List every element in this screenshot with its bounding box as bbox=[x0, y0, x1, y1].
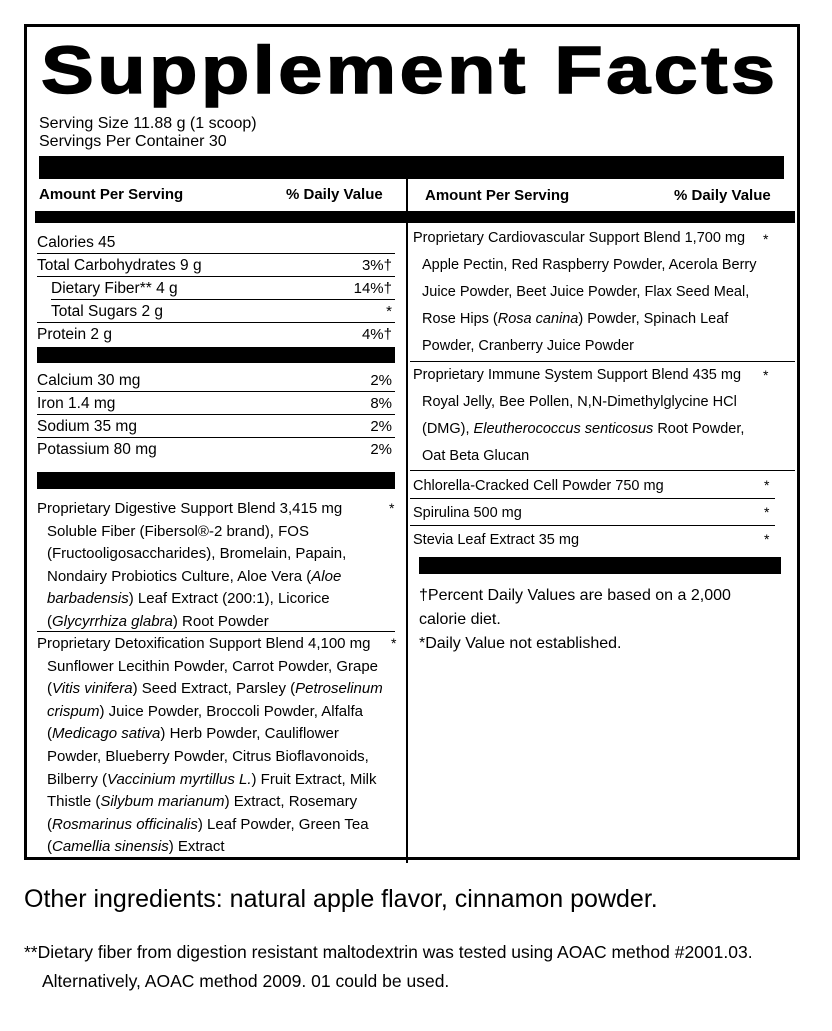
header-divider bbox=[35, 211, 795, 223]
dv-not-established-footnote: *Daily Value not established. bbox=[419, 635, 622, 652]
supplement-facts-panel bbox=[24, 24, 800, 860]
thick-divider bbox=[39, 156, 784, 179]
right-dv-header: % Daily Value bbox=[674, 187, 771, 204]
digestive-blend: Proprietary Digestive Support Blend 3,415 mg Soluble Fiber (Fibersol®-2 brand), FOS (Fructooligosaccharides), Bromelain, Papain, Nondairy Probiotics Culture, Aloe Vera (Aloe barbadensis) Leaf Extract (200:1), Licorice (Glycyrrhiza glabra) Root Powder bbox=[37, 498, 399, 634]
left-dv-header: % Daily Value bbox=[286, 186, 383, 203]
immune-blend-name: Proprietary Immune System Support Blend 435 mg bbox=[413, 367, 742, 383]
servings-per-container: Servings Per Container 30 bbox=[39, 133, 227, 150]
single-row-stevia: Stevia Leaf Extract 35 mg bbox=[413, 532, 580, 548]
row-line bbox=[410, 525, 775, 526]
mineral-dv-iron: 8% bbox=[370, 395, 392, 412]
row-line bbox=[37, 437, 395, 438]
single-dv-spirulina: * bbox=[764, 504, 770, 520]
aoac-footnote: **Dietary fiber from digestion resistant maltodextrin was tested using AOAC method #2001.03. Alternatively, AOAC method 2009. 01 could be used. bbox=[24, 942, 753, 991]
single-dv-chlorella: * bbox=[764, 477, 770, 493]
nutrient-row-calories: Calories 45 bbox=[37, 234, 116, 251]
left-amount-header: Amount Per Serving bbox=[39, 186, 184, 203]
thick-divider bbox=[37, 347, 395, 363]
cardio-blend-dv: * bbox=[763, 231, 769, 247]
thick-divider bbox=[419, 557, 781, 574]
single-row-spirulina: Spirulina 500 mg bbox=[413, 505, 522, 521]
row-line bbox=[37, 253, 395, 254]
panel-title: Supplement Facts bbox=[41, 33, 779, 108]
nutrient-dv-carbs: 3%† bbox=[361, 257, 392, 274]
row-line bbox=[37, 631, 395, 632]
immune-blend-dv: * bbox=[763, 367, 769, 383]
nutrient-dv-fiber: 14%† bbox=[353, 280, 392, 297]
other-ingredients: Other ingredients: natural apple flavor, cinnamon powder. bbox=[24, 885, 658, 913]
cardio-blend: Proprietary Cardiovascular Support Blend 1,700 mg Apple Pectin, Red Raspberry Powder, Acerola Berry Juice Powder, Beet Juice Powder, Flax Seed Meal, Rose Hips (Rosa canina) Powder, Spinach Leaf Powder, Cranberry Juice Powder bbox=[413, 230, 757, 354]
digestive-blend-dv: * bbox=[389, 500, 395, 516]
digestive-blend-name: Proprietary Digestive Support Blend 3,415 mg bbox=[37, 500, 343, 517]
row-line bbox=[37, 276, 395, 277]
mineral-dv-calcium: 2% bbox=[370, 372, 392, 389]
nutrient-row-fiber: Dietary Fiber** 4 g bbox=[51, 280, 178, 297]
percent-dv-footnote-line1: †Percent Daily Values are based on a 2,000 bbox=[419, 587, 731, 604]
mineral-dv-potassium: 2% bbox=[370, 441, 392, 458]
serving-size: Serving Size 11.88 g (1 scoop) bbox=[39, 115, 257, 132]
mineral-row-calcium: Calcium 30 mg bbox=[37, 372, 141, 389]
nutrient-row-sugars: Total Sugars 2 g bbox=[51, 303, 164, 320]
row-line bbox=[37, 414, 395, 415]
nutrient-row-protein: Protein 2 g bbox=[37, 326, 112, 343]
single-row-chlorella: Chlorella-Cracked Cell Powder 750 mg bbox=[413, 478, 664, 494]
percent-dv-footnote-line2: calorie diet. bbox=[419, 611, 501, 628]
right-amount-header: Amount Per Serving bbox=[425, 187, 570, 204]
row-line bbox=[37, 322, 395, 323]
detox-blend-dv: * bbox=[391, 635, 397, 651]
mineral-row-iron: Iron 1.4 mg bbox=[37, 395, 116, 412]
immune-blend: Proprietary Immune System Support Blend 435 mg Royal Jelly, Bee Pollen, N,N-Dimethylglycine HCl (DMG), Eleutherococcus senticosus Root Powder, Oat Beta Glucan bbox=[413, 367, 745, 464]
nutrient-dv-protein: 4%† bbox=[361, 326, 392, 343]
mineral-dv-sodium: 2% bbox=[370, 418, 392, 435]
column-divider bbox=[406, 179, 408, 863]
mineral-row-potassium: Potassium 80 mg bbox=[37, 441, 157, 458]
thick-divider bbox=[37, 472, 395, 489]
mineral-row-sodium: Sodium 35 mg bbox=[37, 418, 137, 435]
row-line bbox=[410, 498, 775, 499]
row-line bbox=[51, 299, 395, 300]
cardio-blend-name: Proprietary Cardiovascular Support Blend 1,700 mg bbox=[413, 230, 746, 246]
row-line bbox=[410, 470, 795, 471]
detox-blend-name: Proprietary Detoxification Support Blend 4,100 mg bbox=[37, 635, 371, 652]
row-line bbox=[37, 391, 395, 392]
single-dv-stevia: * bbox=[764, 531, 770, 547]
nutrient-dv-sugars: * bbox=[386, 303, 392, 320]
nutrient-row-carbs: Total Carbohydrates 9 g bbox=[37, 257, 202, 274]
detox-blend: Proprietary Detoxification Support Blend 4,100 mg Sunflower Lecithin Powder, Carrot Powder, Grape (Vitis vinifera) Seed Extract, Parsley (Petroselinum crispum) Juice Powder, Broccoli Powder, Alfalfa (Medicago sativa) Herb Powder, Cauliflower Powder, Blueberry Powder, Citrus Bioflavonoids, Bilberry (Vaccinium myrtillus L.) Fruit Extract, Milk Thistle (Silybum marianum) Extract, Rosemary (Rosmarinus officinalis) Leaf Powder, Green Tea (Camellia sinensis) Extract bbox=[37, 633, 405, 859]
